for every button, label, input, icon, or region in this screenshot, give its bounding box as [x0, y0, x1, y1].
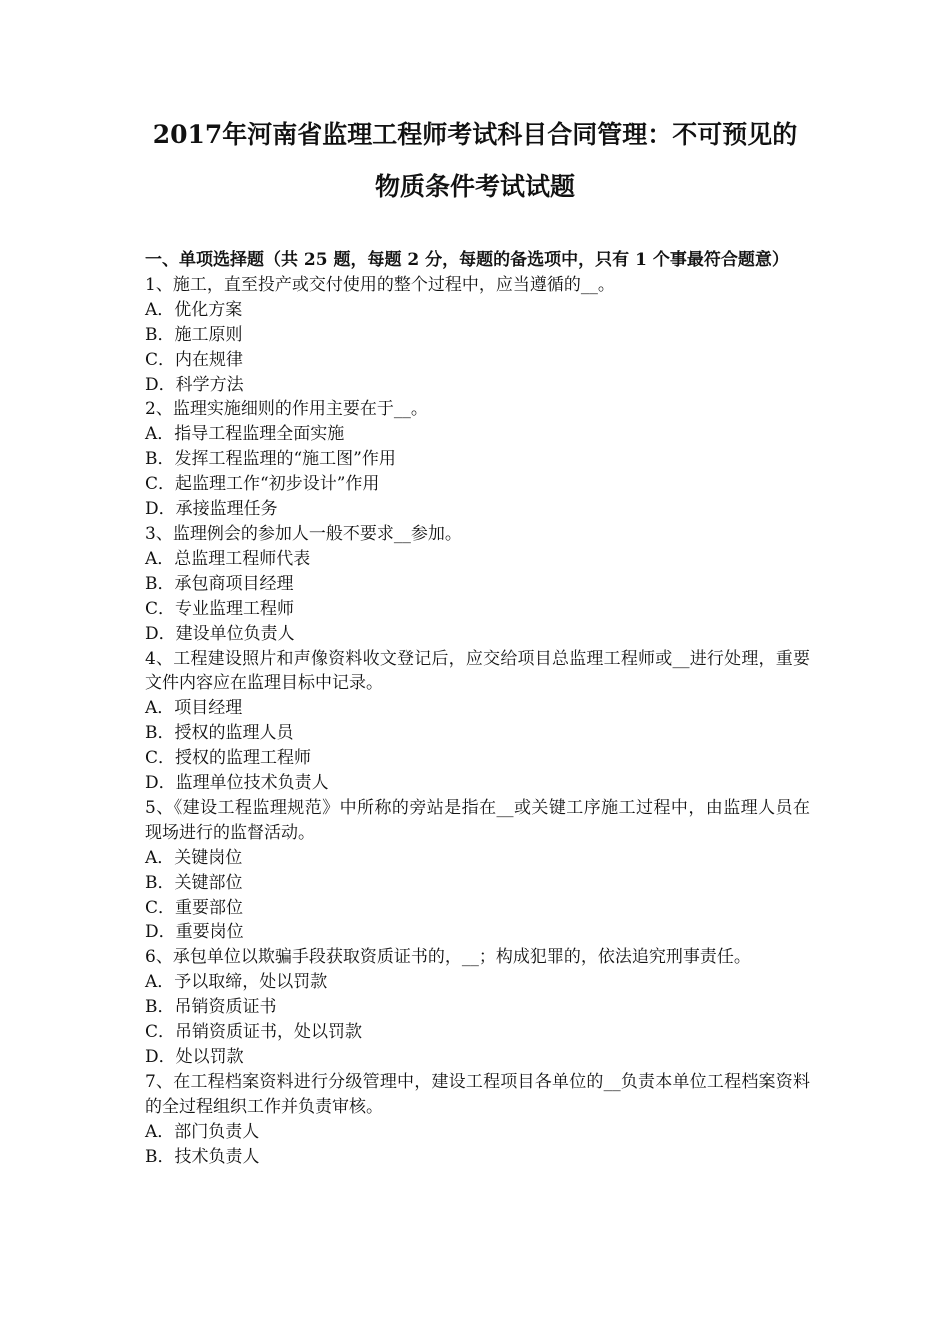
option-a: A．指导工程监理全面实施 [145, 424, 345, 445]
option-c: C．起监理工作“初步设计”作用 [145, 474, 380, 495]
option-b: B．技术负责人 [145, 1146, 260, 1167]
option-d: D．重要岗位 [145, 922, 244, 943]
option-a: A．部门负责人 [145, 1121, 260, 1142]
option-c: C．吊销资质证书，处以罚款 [145, 1022, 363, 1043]
question-text: 4、工程建设照片和声像资料收文登记后，应交给项目总监理工程师或__进行处理，重要文件内容应在监理目标中记录。 [145, 648, 810, 694]
question-text: 3、监理例会的参加人一般不要求__参加。 [145, 523, 462, 544]
option-d: D．处以罚款 [145, 1047, 244, 1067]
option-b: B．吊销资质证书 [145, 997, 277, 1018]
question-text: 7、在工程档案资料进行分级管理中，建设工程项目各单位的__负责本单位工程档案资料的全过程组织工作并负责审核。 [145, 1071, 810, 1117]
option-a: A．项目经理 [145, 698, 243, 719]
question-6 [145, 945, 810, 1070]
option-b: B．施工原则 [145, 324, 243, 345]
option-c: C．授权的监理工程师 [145, 748, 312, 769]
option-a: A．优化方案 [145, 299, 243, 320]
question-text: 2、监理实施细则的作用主要在于__。 [145, 399, 428, 420]
section-heading: 一、单项选择题（共 25 题，每题 2 分，每题的备选项中，只有 1 个事最符合题意） [145, 250, 789, 270]
option-c: C．专业监理工程师 [145, 598, 295, 619]
option-b: B．关键部位 [145, 872, 243, 893]
option-d: D．建设单位负责人 [145, 623, 295, 644]
option-a: A．关键岗位 [145, 847, 243, 868]
option-d: D．承接监理任务 [145, 499, 278, 520]
question-4 [145, 647, 810, 796]
option-d: D．科学方法 [145, 374, 244, 395]
option-d: D．监理单位技术负责人 [145, 773, 329, 794]
document-body [145, 248, 810, 1170]
option-b: B．承包商项目经理 [145, 573, 294, 594]
question-1 [145, 273, 810, 398]
option-a: A．予以取缔，处以罚款 [145, 972, 328, 993]
option-b: B．发挥工程监理的“施工图”作用 [145, 449, 396, 470]
document-title-line-2: 物质条件考试试题 [374, 172, 575, 201]
question-7 [145, 1070, 810, 1170]
option-b: B．授权的监理人员 [145, 723, 294, 744]
question-text: 5、《建设工程监理规范》中所称的旁站是指在__或关键工序施工过程中，由监理人员在现场进行的监督活动。 [145, 797, 810, 843]
option-a: A．总监理工程师代表 [145, 548, 311, 569]
question-3 [145, 522, 810, 647]
option-c: C．内在规律 [145, 349, 244, 370]
option-c: C．重要部位 [145, 897, 244, 918]
question-2 [145, 397, 810, 522]
question-5 [145, 796, 810, 945]
question-text: 1、施工，直至投产或交付使用的整个过程中，应当遵循的__。 [145, 274, 615, 295]
question-text: 6、承包单位以欺骗手段获取资质证书的，__；构成犯罪的，依法追究刑事责任。 [145, 947, 751, 968]
document-title-line-1: 2017年河南省监理工程师考试科目合同管理：不可预见的 [152, 120, 798, 149]
